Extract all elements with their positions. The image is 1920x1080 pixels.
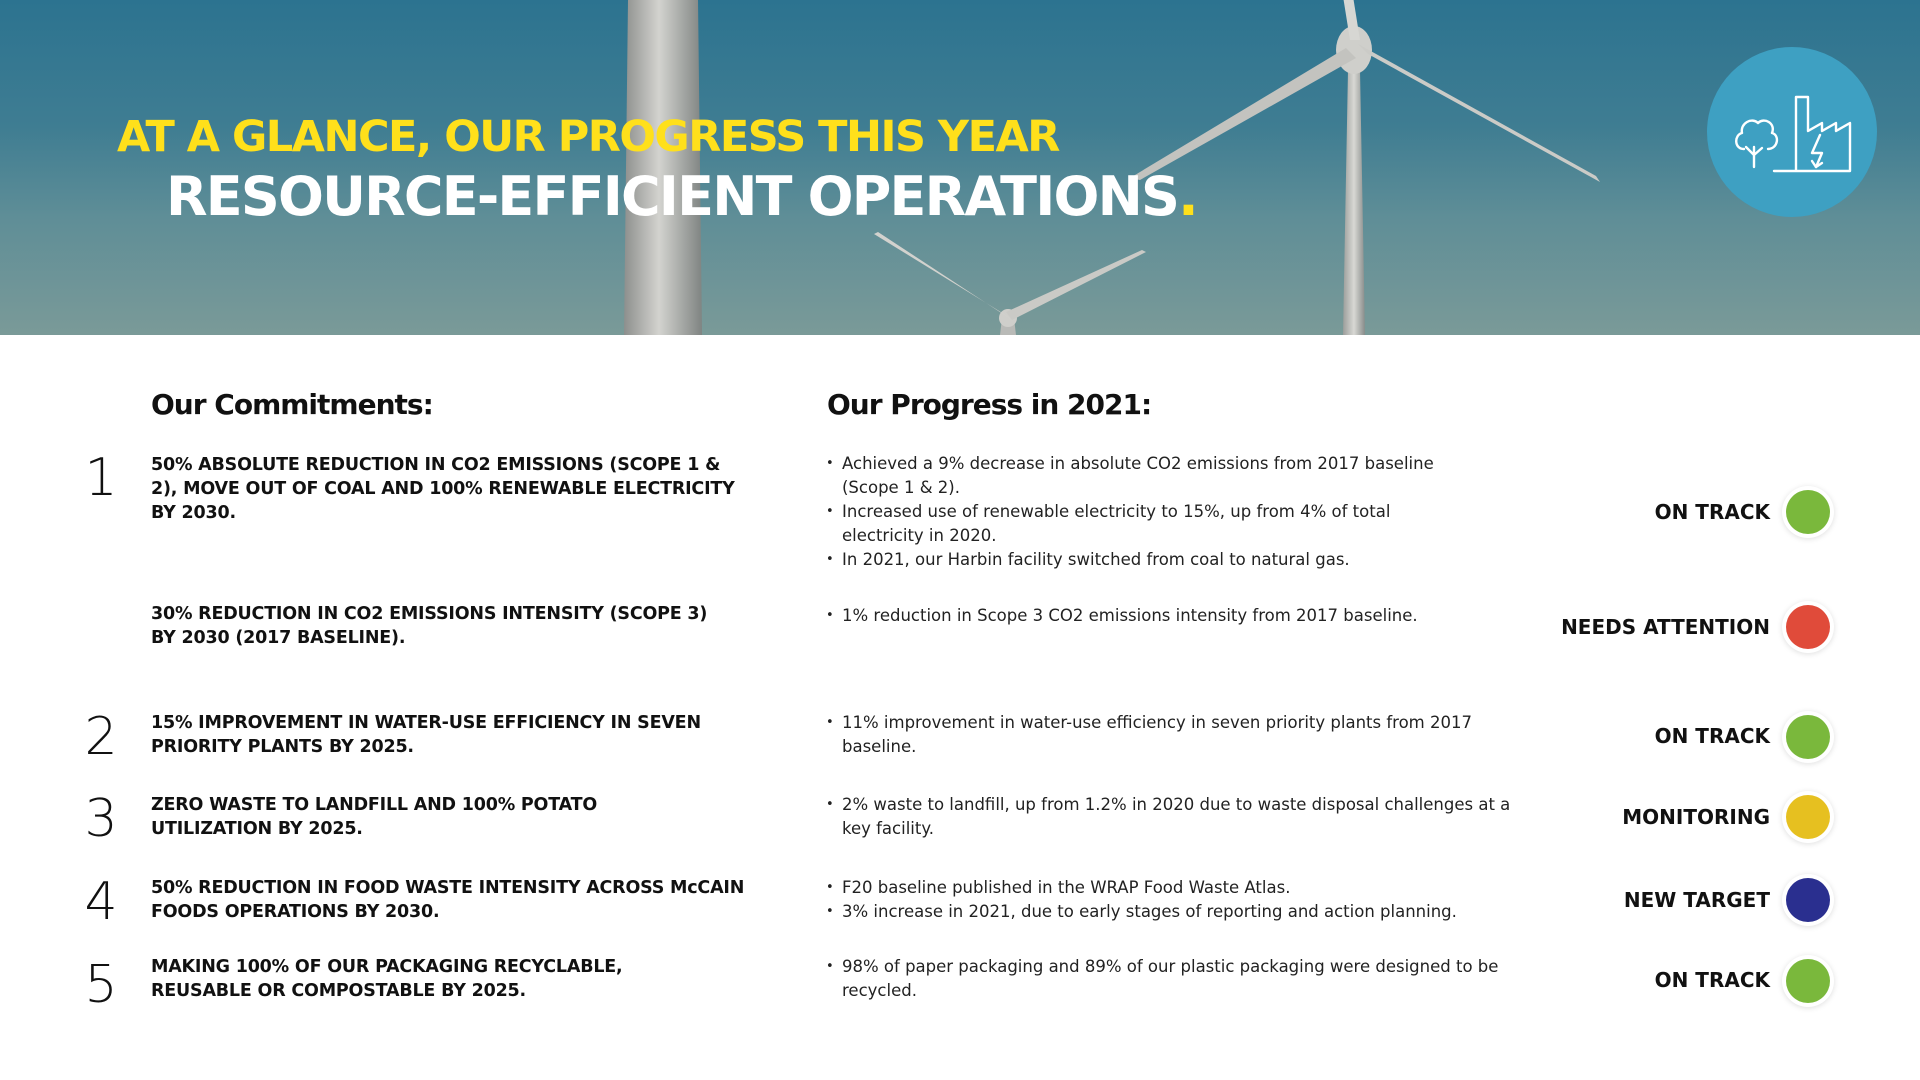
status-indicator-blue [1786, 878, 1830, 922]
status-label: ON TRACK [1654, 968, 1770, 992]
page-title-text: RESOURCE-EFFICIENT OPERATIONS [166, 165, 1179, 228]
progress-heading: Our Progress in 2021: [827, 388, 1152, 421]
status-label: ON TRACK [1654, 500, 1770, 524]
row-number: 5 [84, 955, 118, 1015]
progress-list [826, 604, 1526, 628]
progress-item: • 2% waste to landfill, up from 1.2% in 2020 due to waste disposal challenges at a key facility. [826, 793, 1526, 841]
row-number: 2 [84, 707, 118, 767]
status-label: NEEDS ATTENTION [1561, 615, 1770, 639]
commitment-text: MAKING 100% OF OUR PACKAGING RECYCLABLE, REUSABLE OR COMPOSTABLE BY 2025. [151, 957, 623, 1001]
status-indicator-yellow [1786, 795, 1830, 839]
commitments-heading: Our Commitments: [151, 388, 433, 421]
progress-item: • F20 baseline published in the WRAP Food Waste Atlas. [826, 876, 1526, 900]
row-number: 1 [84, 448, 118, 508]
progress-list [826, 711, 1516, 759]
row-number: 4 [84, 872, 118, 932]
commitment-text: 30% REDUCTION IN CO2 EMISSIONS INTENSITY (SCOPE 3) BY 2030 (2017 BASELINE). [151, 604, 708, 648]
status-label: NEW TARGET [1623, 888, 1770, 912]
status-indicator-red [1786, 605, 1830, 649]
progress-item: • Increased use of renewable electricity to 15%, up from 4% of total electricity in 2020. [826, 500, 1476, 548]
tree-factory-icon [1707, 47, 1877, 217]
commitment-text: 50% REDUCTION IN FOOD WASTE INTENSITY ACROSS McCAIN FOODS OPERATIONS BY 2030. [151, 878, 745, 922]
eyebrow-title: AT A GLANCE, OUR PROGRESS THIS YEAR [117, 112, 1059, 162]
status-label: MONITORING [1622, 805, 1770, 829]
commitment-text: 50% ABSOLUTE REDUCTION IN CO2 EMISSIONS (SCOPE 1 & 2), MOVE OUT OF COAL AND 100% RENEWABLE ELECTRICITY BY 2030. [151, 455, 735, 523]
progress-item: • Achieved a 9% decrease in absolute CO2 emissions from 2017 baseline (Scope 1 & 2). [826, 452, 1476, 500]
progress-item: • 3% increase in 2021, due to early stages of reporting and action planning. [826, 900, 1526, 924]
progress-list [826, 955, 1516, 1003]
status-indicator-green [1786, 959, 1830, 1003]
progress-list [826, 876, 1526, 924]
status-indicator-green [1786, 715, 1830, 759]
progress-item: • In 2021, our Harbin facility switched from coal to natural gas. [826, 548, 1476, 572]
status-label: ON TRACK [1654, 724, 1770, 748]
hero-banner [0, 0, 1920, 335]
commitment-text: ZERO WASTE TO LANDFILL AND 100% POTATO UTILIZATION BY 2025. [151, 795, 598, 839]
progress-item: • 98% of paper packaging and 89% of our plastic packaging were designed to be recycled. [826, 955, 1516, 1003]
page-title [166, 165, 1197, 228]
progress-list [826, 452, 1476, 572]
row-number: 3 [84, 789, 118, 849]
progress-list [826, 793, 1526, 841]
status-indicator-green [1786, 490, 1830, 534]
progress-item: • 1% reduction in Scope 3 CO2 emissions intensity from 2017 baseline. [826, 604, 1526, 628]
progress-item: • 11% improvement in water-use efficiency in seven priority plants from 2017 baseline. [826, 711, 1516, 759]
title-dot: . [1178, 165, 1197, 228]
commitment-text: 15% IMPROVEMENT IN WATER-USE EFFICIENCY IN SEVEN PRIORITY PLANTS BY 2025. [151, 713, 701, 757]
